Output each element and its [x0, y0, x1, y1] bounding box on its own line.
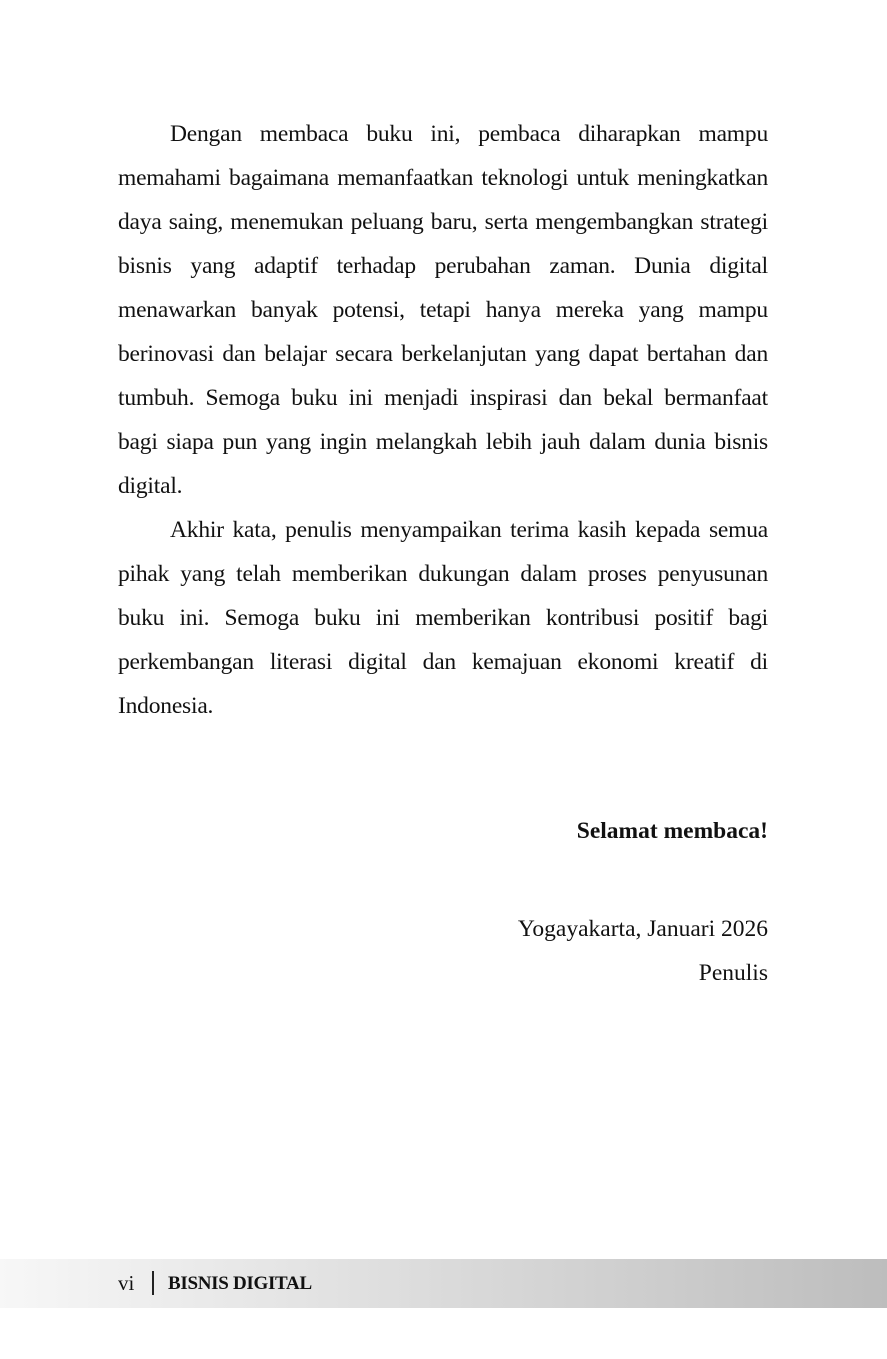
page-footer: [0, 1259, 887, 1308]
footer-separator: [152, 1271, 154, 1295]
author-signature: Penulis: [698, 960, 768, 986]
page-number: vi: [118, 1271, 135, 1295]
place-date: Yogayakarta, Januari 2026: [517, 916, 768, 942]
paragraph-2: Akhir kata, penulis menyampaikan terima kasih kepada semua pihak yang telah memberikan dukungan dalam proses penyusunan buku ini. Semoga buku ini memberikan kontribusi positif bagi perkembangan literasi digital dan kemajuan ekonomi kreatif di Indonesia.: [118, 517, 768, 719]
closing-line: Selamat membaca!: [576, 818, 768, 844]
paragraph-1: Dengan membaca buku ini, pembaca diharapkan mampu memahami bagaimana memanfaatkan teknologi untuk meningkatkan daya saing, menemukan peluang baru, serta mengembangkan strategi bisnis yang adaptif terhadap perubahan zaman. Dunia digital menawarkan banyak potensi, tetapi hanya mereka yang mampu berinovasi dan belajar secara berkelanjutan yang dapat bertahan dan tumbuh. Semoga buku ini menjadi inspirasi dan bekal bermanfaat bagi siapa pun yang ingin melangkah lebih jauh dalam dunia bisnis digital.: [118, 121, 768, 499]
preface-body: [118, 112, 768, 728]
running-book-title: BISNIS DIGITAL: [168, 1272, 312, 1294]
